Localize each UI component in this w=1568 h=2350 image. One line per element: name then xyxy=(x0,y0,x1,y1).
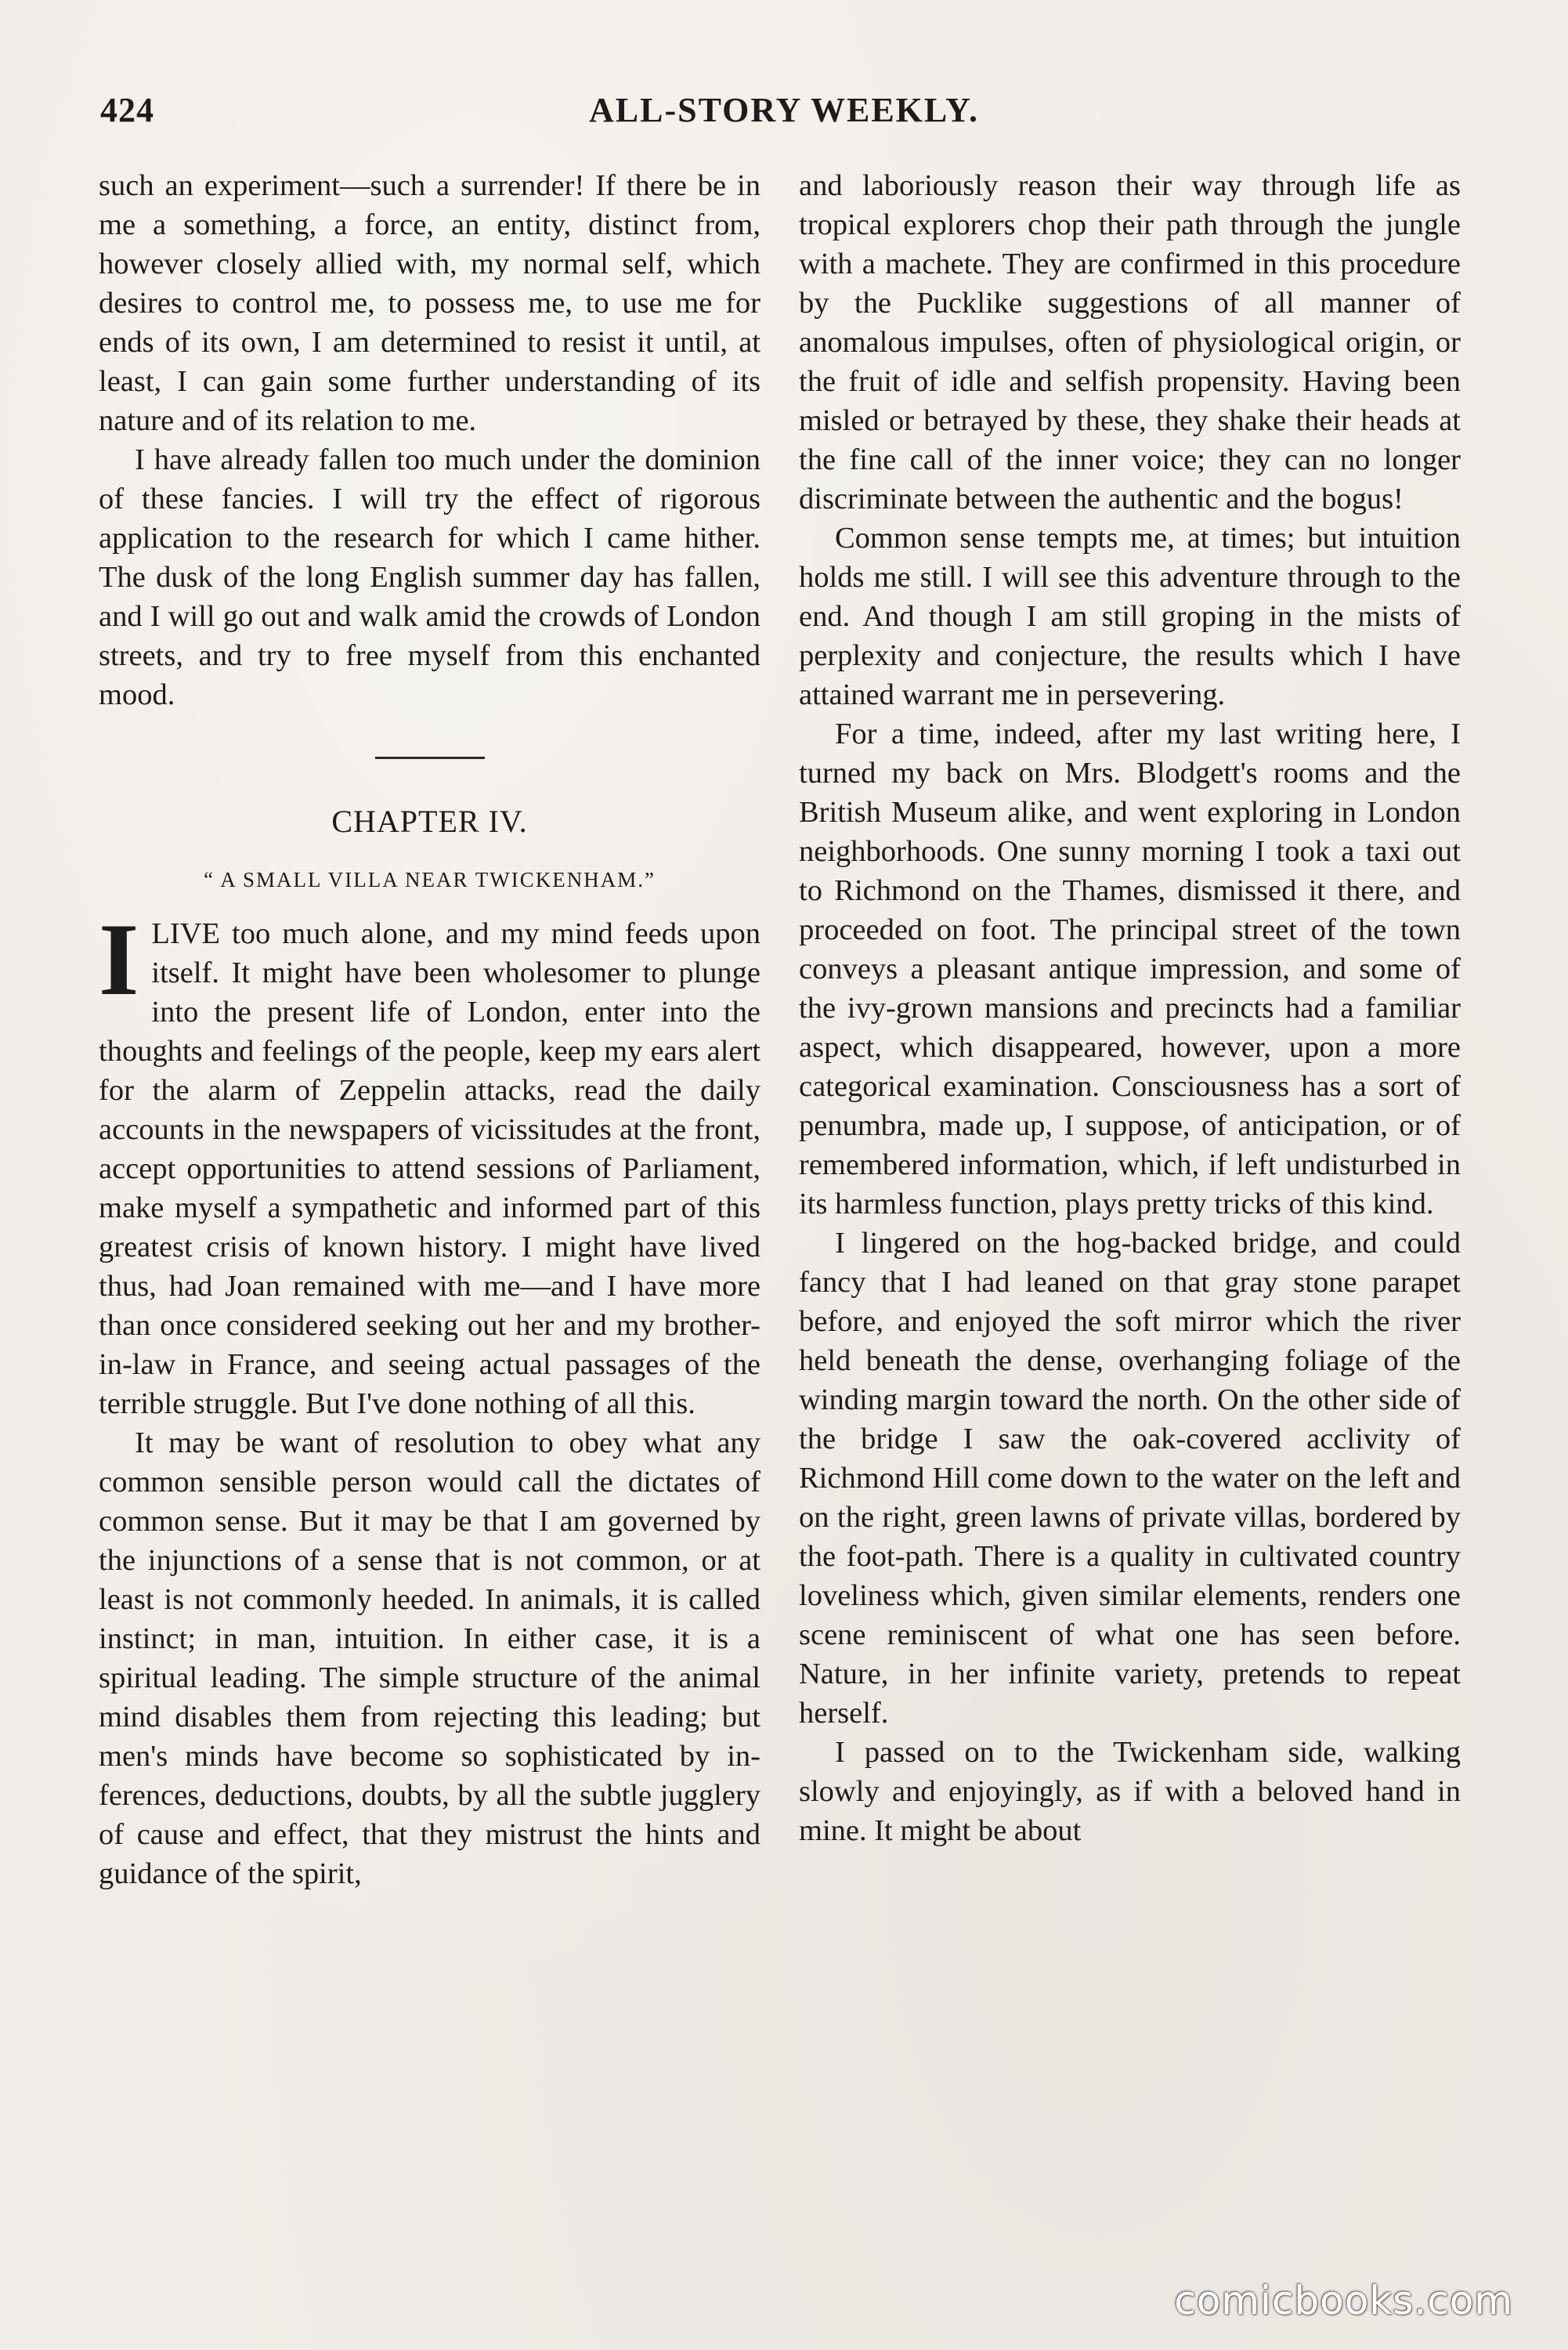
paragraph: For a time, indeed, after my last writing here, I turned my back on Mrs. Blodgett's rooms and the British Museum alike, and went exploring in London neighborhoods. One sunny morning I took a taxi out to Richmond on the Thames, dismissed it there, and proceeded on foot. The principal street of the town conveys a pleasant antique impression, and some of the ivy-grown mansions and precincts had a familiar aspect, which disappeared, however, upon a more categorical examination. Consciousness has a sort of penumbra, made up, I suppose, of anticipation, or of remembered information, which, if left undisturbed in its harmless function, plays pretty tricks of this kind. xyxy=(799,718,1461,1220)
paragraph: such an experiment—such a surrender! If there be in me a something, a force, an entity, distinct from, however closely allied with, my normal self, which desires to control me, to possess me, to use me for ends of its own, I am determined to resist it until, at least, I can gain some further understanding of its nature and of its relation to me. xyxy=(99,169,761,437)
chapter-title: CHAPTER IV. xyxy=(331,804,528,839)
left-column xyxy=(99,166,761,1893)
right-column xyxy=(799,166,1461,1850)
page-number: 424 xyxy=(100,91,154,129)
paragraph: I passed on to the Twickenham side, walking slowly and enjoyingly, as if with a beloved hand in mine. It might be about xyxy=(799,1736,1461,1847)
section-divider xyxy=(375,757,485,759)
page-header xyxy=(100,90,1468,145)
paragraph: I have already fallen too much under the dominion of these fancies. I will try the effect of rigorous application to the research for which I came hither. The dusk of the long English summer day has fallen, and I will go out and walk amid the crowds of London streets, and try to free myself from this enchanted mood. xyxy=(99,443,761,711)
paragraph: Common sense tempts me, at times; but intuition holds me still. I will see this adventure through to the end. And though I am still groping in the mists of perplexity and conjecture, the results which I have attained warrant me in persevering. xyxy=(799,522,1461,711)
paragraph: It may be want of resolution to obey what any common sensible person would call the dictates of common sense. But it may be that I am governed by the injunctions of a sense that is not common, or at least is not commonly heeded. In animals, it is called instinct; in man, intuition. In either case, it is a spiritual leading. The simple structure of the animal mind disables them from rejecting this leading; but men's minds have become so sophisticated by inferences, deductions, doubts, by all the subtle jugglery of cause and effect, that they mistrust the hints and guidance of the spirit, xyxy=(99,1426,761,1890)
watermark: comicbooks.com xyxy=(1174,2278,1513,2323)
running-head: ALL-STORY WEEKLY. xyxy=(589,91,979,129)
chapter-subtitle: “ A SMALL VILLA NEAR TWICKENHAM.” xyxy=(204,868,656,891)
paragraph: I lingered on the hog-backed bridge, and could fancy that I had leaned on that gray stone parapet before, and enjoyed the soft mirror which the river held beneath the dense, overhanging foliage of the winding margin toward the north. On the other side of the bridge I saw the oak-covered acclivity of Richmond Hill come down to the water on the left and on the right, green lawns of private villas, bordered by the foot-path. There is a quality in cultivated country loveliness which, given similar elements, renders one scene reminiscent of what one has seen before. Nature, in her infinite variety, pretends to repeat herself. xyxy=(799,1227,1461,1730)
paragraph: and laboriously reason their way through life as tropical explorers chop their path through the jungle with a machete. They are confirmed in this procedure by the Pucklike suggestions of all manner of anomalous impulses, often of physiological origin, or the fruit of idle and selfish propensity. Having been misled or betrayed by these, they shake their heads at the fine call of the inner voice; they can no longer discriminate between the authentic and the bogus! xyxy=(799,169,1461,515)
paragraph-text: LIVE too much alone, and my mind feeds upon itself. It might have been wholesomer to plunge into the present life of London, enter into the thoughts and feelings of the people, keep my ears alert for the alarm of Zeppelin attacks, read the daily accounts in the newspapers of vicissitudes at the front, accept opportunities to attend sessions of Parliament, make myself a sympathetic and informed part of this greatest crisis of known history. I might have lived thus, had Joan remained with me—and I have more than once considered seeking out her and my brother-in-law in France, and seeing actual passages of the terrible struggle. But I've done nothing of all this. xyxy=(99,917,761,1420)
drop-cap: I xyxy=(99,902,139,1017)
paragraph-with-drop-cap xyxy=(99,902,761,1423)
